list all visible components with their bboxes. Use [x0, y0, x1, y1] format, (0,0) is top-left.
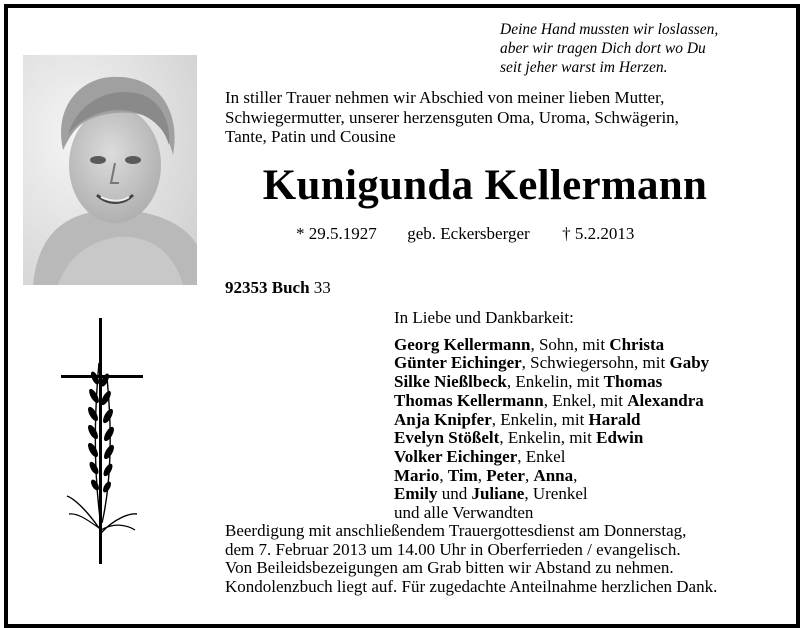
mourner-relation: , Enkelin, mit [506, 372, 604, 392]
mourner-name: Georg Kellermann [394, 334, 531, 354]
mourner-relation: , [573, 465, 578, 485]
deceased-name: Kunigunda Kellermann [262, 162, 708, 209]
mourner-relation: , Enkelin, mit [491, 409, 589, 429]
funeral-info-line: Beerdigung mit anschließendem Trauergottesdienst am Donnerstag, [225, 521, 687, 540]
life-dates [296, 223, 634, 245]
mourner-relation: , Urenkel [524, 484, 588, 504]
intro-text [225, 88, 765, 147]
mourner-line [394, 411, 774, 430]
mourner-name: Volker Eichinger [394, 446, 518, 466]
quote-line: seit jeher warst im Herzen. [500, 59, 668, 76]
mourners-heading: In Liebe und Dankbarkeit: [394, 308, 574, 327]
mourner-name: Evelyn Stößelt [394, 428, 500, 448]
mourner-relation: und alle Verwandten [394, 503, 534, 523]
mourner-relation: , Enkel [517, 446, 566, 466]
mourner-relation: und [437, 484, 472, 504]
mourner-name: Harald [588, 409, 641, 429]
birth-date: * 29.5.1927 [296, 224, 377, 243]
funeral-info-line: Von Beileidsbezeigungen am Grab bitten wir Abstand zu nehmen. [225, 558, 674, 577]
mourner-relation: , [524, 465, 534, 485]
portrait-photo [23, 55, 197, 285]
address-zip-city: 92353 Buch [225, 278, 310, 297]
mourner-name: Günter Eichinger [394, 353, 522, 373]
mourner-name: Peter [486, 465, 525, 485]
mourner-line [394, 336, 774, 355]
mourner-name: Thomas [603, 372, 663, 392]
funeral-info-line: Kondolenzbuch liegt auf. Für zugedachte Anteilnahme herzlichen Dank. [225, 576, 718, 596]
mourner-line [394, 373, 774, 392]
mourner-relation: , Enkelin, mit [499, 428, 597, 448]
quote-line: aber wir tragen Dich dort wo Du [500, 40, 706, 57]
mourner-line [394, 467, 774, 486]
mourner-line [394, 392, 774, 411]
portrait-image [23, 55, 197, 285]
mourner-name: Christa [609, 334, 665, 354]
address [225, 277, 331, 299]
mourners-list [394, 336, 774, 523]
intro-line: In stiller Trauer nehmen wir Abschied von meiner lieben Mutter, [225, 88, 665, 107]
quote-line: Deine Hand mussten wir loslassen, [500, 21, 719, 38]
mourner-name: Emily [394, 484, 438, 504]
maiden-name: geb. Eckersberger [407, 224, 530, 243]
mourners-block [394, 309, 774, 523]
mourner-relation: , [477, 465, 487, 485]
mourner-name: Gaby [669, 353, 710, 373]
memorial-quote [500, 20, 770, 77]
mourner-name: Juliane [471, 484, 525, 504]
mourner-name: Silke Nießlbeck [394, 372, 507, 392]
mourner-relation: , Enkel, mit [543, 390, 628, 410]
mourner-line [394, 429, 774, 448]
mourner-line [394, 354, 774, 373]
funeral-info-line: dem 7. Februar 2013 um 14.00 Uhr in Oberferrieden / evangelisch. [225, 539, 681, 559]
funeral-info [225, 522, 780, 596]
mourner-name: Tim [447, 465, 478, 485]
mourner-name: Mario [394, 465, 440, 485]
mourner-name: Anja Knipfer [394, 409, 492, 429]
death-date: † 5.2.2013 [562, 224, 635, 243]
mourner-name: Alexandra [627, 390, 704, 410]
mourner-name: Edwin [596, 428, 644, 448]
cross-with-wheat-icon [55, 318, 155, 564]
mourner-line [394, 448, 774, 467]
mourner-relation: , Schwiegersohn, mit [521, 353, 670, 373]
cross-drawing [55, 318, 155, 564]
intro-line: Tante, Patin und Cousine [225, 127, 396, 146]
intro-line: Schwiegermutter, unserer herzensguten Oma, Uroma, Schwägerin, [225, 107, 679, 127]
mourner-name: Anna [533, 465, 574, 485]
mourner-relation: , Sohn, mit [530, 334, 610, 354]
mourner-name: Thomas Kellermann [394, 390, 544, 410]
address-number: 33 [309, 278, 331, 297]
mourner-line [394, 504, 774, 523]
mourner-line [394, 485, 774, 504]
mourner-relation: , [439, 465, 448, 485]
